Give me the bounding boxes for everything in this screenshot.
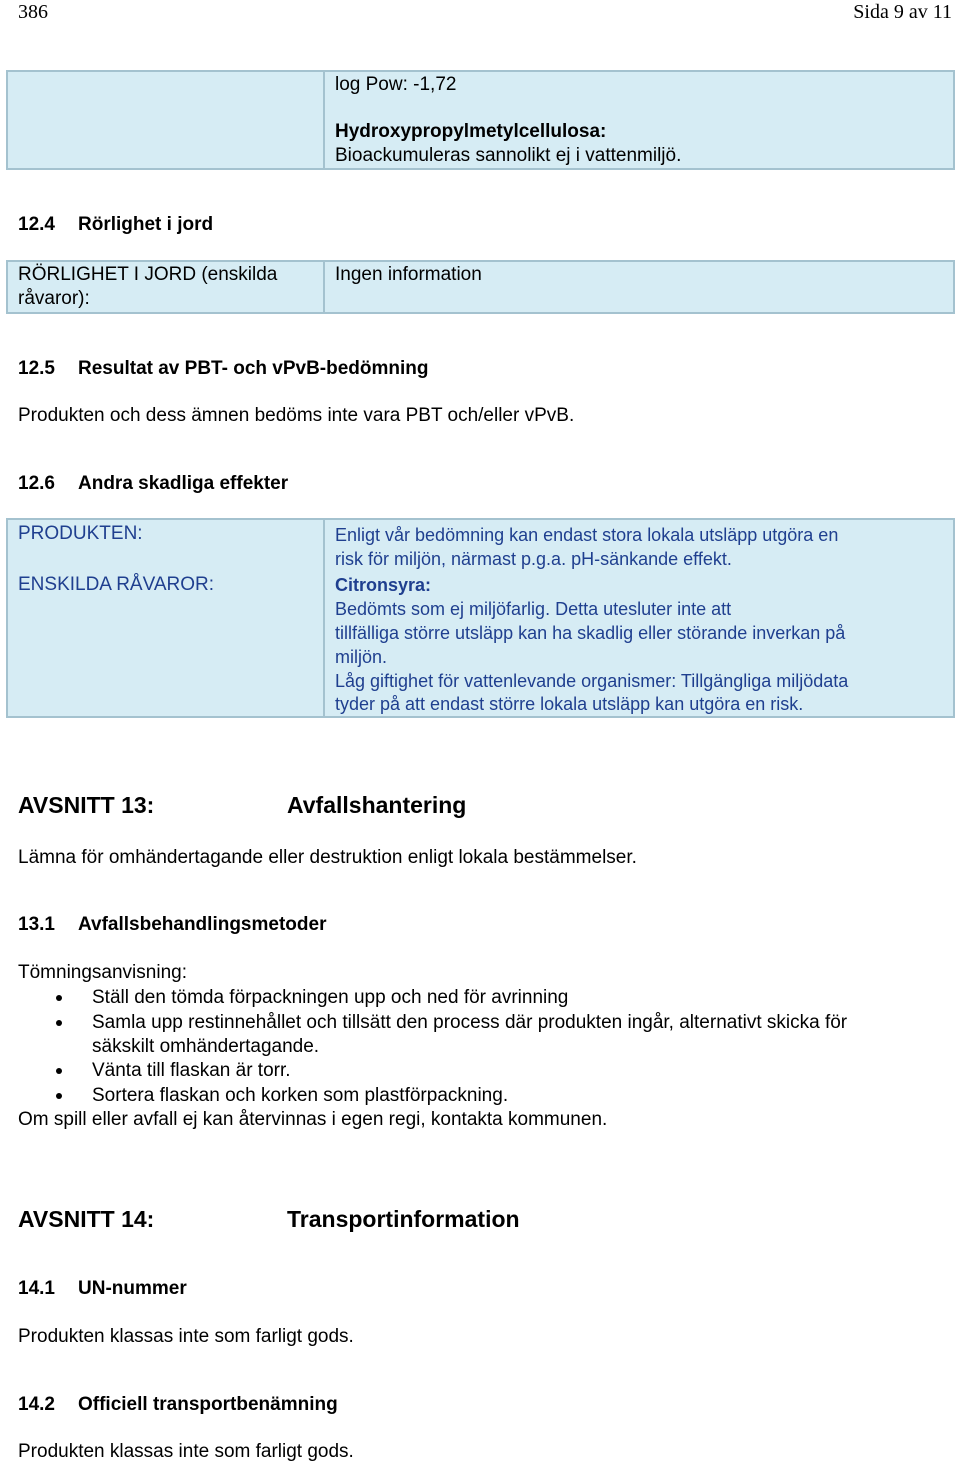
list-item: Vänta till flaskan är torr.	[92, 1060, 291, 1081]
section-title: Officiell transportbenämning	[78, 1394, 338, 1415]
section-number: 14.1	[18, 1278, 55, 1299]
section-number: 12.5	[18, 358, 55, 379]
section-13-label: AVSNITT 13:	[18, 792, 155, 818]
section-title: UN-nummer	[78, 1278, 187, 1299]
log-pow: log Pow: -1,72	[335, 74, 457, 95]
section-title: Avfallsbehandlingsmetoder	[78, 914, 327, 935]
page-label: Sida 9 av 11	[853, 1, 952, 23]
section-14-title: Transportinformation	[287, 1206, 520, 1232]
substance-name: Hydroxypropylmetylcellulosa:	[335, 121, 607, 142]
section-13-footer: Om spill eller avfall ej kan återvinnas i egen regi, kontakta kommunen.	[18, 1109, 608, 1130]
soil-mobility-label: RÖRLIGHET I JORD (enskilda råvaror):	[18, 264, 278, 309]
section-number: 13.1	[18, 914, 55, 935]
section-heading-13-1	[18, 913, 326, 937]
raw-text-line-2: tillfälliga större utsläpp kan ha skadlig eller störande inverkan på	[335, 623, 846, 643]
bullet-icon	[56, 1093, 62, 1099]
bullet-icon	[56, 995, 62, 1001]
section-heading-12-6	[18, 472, 288, 496]
product-text-line-2: risk för miljön, närmast p.g.a. pH-sänkande effekt.	[335, 549, 732, 569]
bioaccumulation-text: Bioackumuleras sannolikt ej i vattenmiljö.	[335, 145, 682, 166]
section-number: 14.2	[18, 1394, 55, 1415]
raw-text-line-1: Bedömts som ej miljöfarlig. Detta utesluter inte att	[335, 599, 732, 619]
instructions-label: Tömningsanvisning:	[18, 962, 187, 983]
bullet-icon	[56, 1020, 62, 1026]
raw-materials-label: ENSKILDA RÅVAROR:	[18, 574, 215, 595]
raw-text-line-3: miljön.	[335, 647, 388, 667]
section-number: 12.4	[18, 214, 55, 235]
section-heading-14-1	[18, 1277, 187, 1301]
product-text-line-1: Enligt vår bedömning kan endast stora lokala utsläpp utgöra en	[335, 525, 839, 545]
page-number: 386	[18, 1, 48, 23]
section-title: Rörlighet i jord	[78, 214, 214, 235]
section-title: Resultat av PBT- och vPvB-bedömning	[78, 358, 429, 379]
section-13-intro: Lämna för omhändertagande eller destruktion enligt lokala bestämmelser.	[18, 847, 637, 868]
bullet-icon	[56, 1068, 62, 1074]
transport-name-text: Produkten klassas inte som farligt gods.	[18, 1441, 354, 1462]
un-number-text: Produkten klassas inte som farligt gods.	[18, 1326, 354, 1347]
section-heading-14-2	[18, 1393, 338, 1417]
list-item: Ställ den tömda förpackningen upp och ned för avrinning	[92, 987, 569, 1008]
section-heading-12-4	[18, 213, 213, 237]
list-item: Sortera flaskan och korken som plastförpackning.	[92, 1085, 509, 1106]
raw-text-line-5: tyder på att endast större lokala utsläpp kan utgöra en risk.	[335, 694, 804, 714]
section-heading-12-5	[18, 357, 429, 381]
soil-mobility-value: Ingen information	[335, 264, 482, 285]
section-title: Andra skadliga effekter	[78, 473, 289, 494]
section-14-label: AVSNITT 14:	[18, 1206, 155, 1232]
product-label: PRODUKTEN:	[18, 523, 143, 544]
section-13-title: Avfallshantering	[287, 792, 467, 818]
section-number: 12.6	[18, 473, 55, 494]
substance-citric-acid: Citronsyra:	[335, 575, 432, 595]
list-item-continuation: säkskilt omhändertagande.	[92, 1036, 320, 1057]
raw-text-line-4: Låg giftighet för vattenlevande organismer: Tillgängliga miljödata	[335, 671, 849, 691]
pbt-text: Produkten och dess ämnen bedöms inte vara PBT och/eller vPvB.	[18, 405, 575, 426]
list-item: Samla upp restinnehållet och tillsätt den process där produkten ingår, alternativt skicka för	[92, 1012, 848, 1033]
